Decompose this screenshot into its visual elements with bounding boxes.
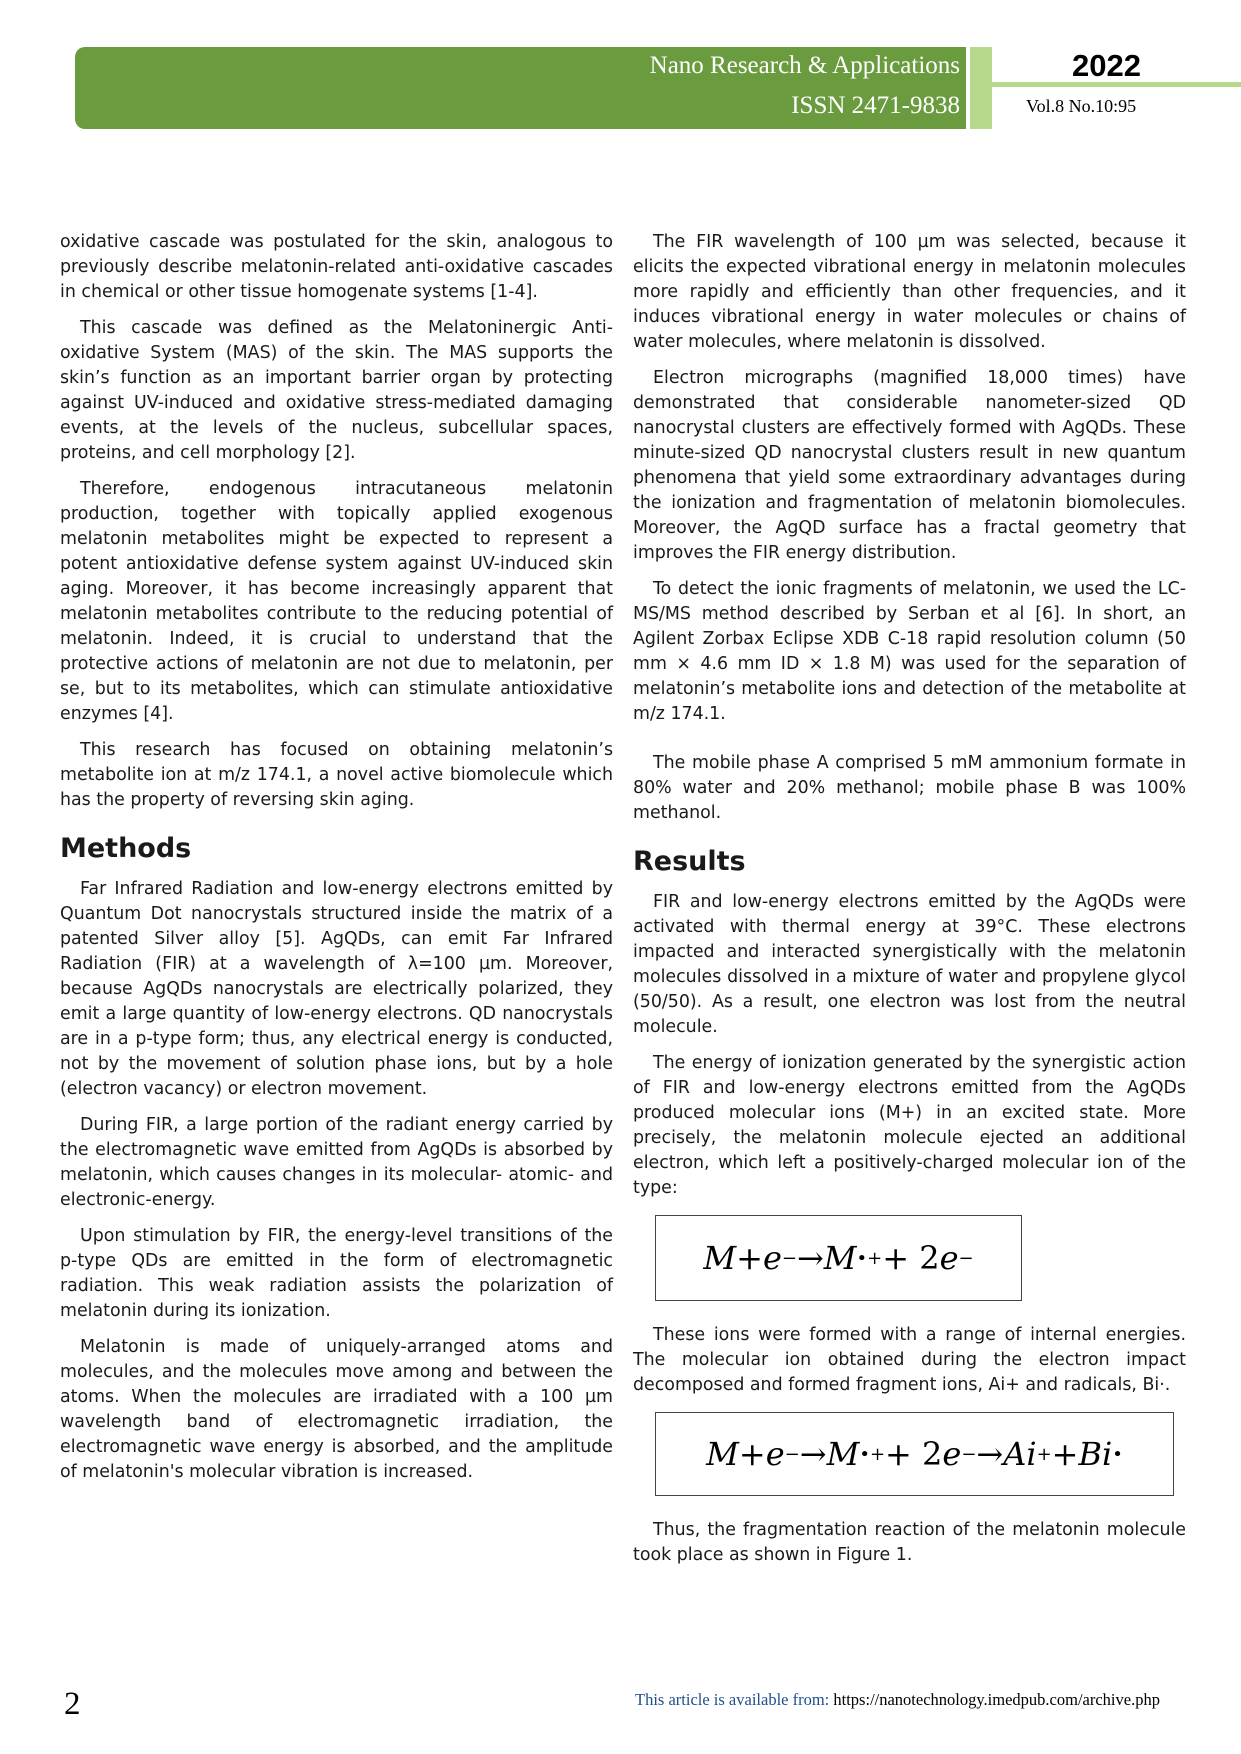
eq-term: Ai	[1003, 1435, 1037, 1473]
paragraph: Melatonin is made of uniquely-arranged atoms and molecules, and the molecules move among and between the atoms. When the molecules are irradiated with a 100 µm wavelength band of electromagnetic irradiation, the electromagnetic wave energy is absorbed, and the amplitude of melatonin's molecular vibration is increased.	[60, 1337, 613, 1482]
eq-term: M	[706, 1435, 739, 1473]
left-column	[60, 230, 613, 1496]
journal-title: Nano Research & Applications	[649, 52, 960, 79]
eq-term: M	[703, 1239, 737, 1277]
eq-term: e	[942, 1435, 962, 1473]
eq-operator: +	[1051, 1435, 1079, 1473]
eq-sup: •	[1112, 1443, 1123, 1465]
eq-sup: −	[781, 1247, 797, 1269]
publication-year: 2022	[1072, 48, 1141, 83]
eq-sup: −	[961, 1443, 977, 1465]
paragraph: Electron micrographs (magnified 18,000 times) have demonstrated that considerable nanometer-sized QD nanocrystal clusters are effectively formed with AgQDs. These minute-sized QD nanocrystal clusters result in new quantum phenomena that yield some extraordinary advantages during the ionization and fragmentation of melatonin biomolecules. Moreover, the AgQD surface has a fractal geometry that improves the FIR energy distribution.	[633, 368, 1186, 563]
eq-arrow: →	[799, 1435, 827, 1473]
paragraph: These ions were formed with a range of internal energies. The molecular ion obtained during the electron impact decomposed and formed fragment ions, Ai+ and radicals, Bi·.	[633, 1325, 1186, 1395]
eq-sup: −	[958, 1247, 974, 1269]
paragraph: Upon stimulation by FIR, the energy-level transitions of the p-type QDs are emitted in the form of electromagnetic radiation. This weak radiation assists the polarization of melatonin during its ionization.	[60, 1226, 613, 1321]
paragraph: FIR and low-energy electrons emitted by the AgQDs were activated with thermal energy at 39°C. These electrons impacted and interacted synergistically with the melatonin molecules dissolved in a mixture of water and propylene glycol (50/50). As a result, one electron was lost from the neutral molecule.	[633, 892, 1186, 1037]
eq-operator: +	[738, 1435, 766, 1473]
methods-heading: Methods	[60, 833, 192, 864]
ionization-equation	[655, 1215, 1022, 1301]
paragraph: To detect the ionic fragments of melatonin, we used the LC-MS/MS method described by Serban et al [6]. In short, an Agilent Zorbax Eclipse XDB C-18 rapid resolution column (50 mm × 4.6 mm ID × 1.8 M) was used for the separation of melatonin’s metabolite ions and detection of the metabolite at m/z 174.1.	[633, 579, 1186, 724]
paragraph: oxidative cascade was postulated for the skin, analogous to previously describe melatonin-related anti-oxidative cascades in chemical or other tissue homogenate systems [1-4].	[60, 232, 613, 302]
eq-sup: •+	[859, 1443, 886, 1465]
results-heading: Results	[633, 846, 746, 877]
paragraph: Thus, the fragmentation reaction of the melatonin molecule took place as shown in Figure 1.	[633, 1520, 1186, 1565]
paragraph: Far Infrared Radiation and low-energy electrons emitted by Quantum Dot nanocrystals structured inside the matrix of a patented Silver alloy [5]. AgQDs, can emit Far Infrared Radiation (FIR) at a wavelength of λ=100 µm. Moreover, because AgQDs nanocrystals are electrically polarized, they emit a large quantity of low-energy electrons. QD nanocrystals are in a p-type form; thus, any electrical energy is conducted, not by the movement of solution phase ions, but by a hole (electron vacancy) or electron movement.	[60, 879, 613, 1099]
paragraph: This cascade was defined as the Melatoninergic Anti-oxidative System (MAS) of the skin. The MAS supports the skin’s function as an important barrier organ by protecting against UV-induced and oxidative stress-mediated damaging events, at the levels of the nucleus, subcellular spaces, proteins, and cell morphology [2].	[60, 318, 613, 463]
eq-term: e	[765, 1435, 785, 1473]
footer-url-link[interactable]: https://nanotechnology.imedpub.com/archive.php	[833, 1690, 1160, 1709]
paragraph: Therefore, endogenous intracutaneous melatonin production, together with topically applied exogenous melatonin metabolites might be expected to represent a potent antioxidative defense system against UV-induced skin aging. Moreover, it has become increasingly apparent that melatonin metabolites contribute to the reducing potential of melatonin. Indeed, it is crucial to understand that the protective actions of melatonin are not due to melatonin, per se, but to its metabolites, which can stimulate antioxidative enzymes [4].	[60, 479, 613, 724]
eq-arrow: →	[796, 1239, 824, 1277]
paragraph: The mobile phase A comprised 5 mM ammonium formate in 80% water and 20% methanol; mobile phase B was 100% methanol.	[633, 753, 1186, 823]
eq-operator: + 2	[882, 1239, 940, 1277]
volume-issue: Vol.8 No.10:95	[1026, 96, 1137, 116]
page-number: 2	[64, 1686, 81, 1722]
eq-term: M	[826, 1435, 860, 1473]
eq-arrow: →	[976, 1435, 1004, 1473]
eq-sup: •+	[856, 1247, 883, 1269]
eq-term: e	[762, 1239, 782, 1277]
eq-operator: + 2	[885, 1435, 943, 1473]
fragmentation-equation	[655, 1412, 1174, 1496]
journal-issn: ISSN 2471-9838	[791, 92, 960, 119]
eq-term: Bi	[1078, 1435, 1113, 1473]
footer-availability	[635, 1690, 1160, 1710]
header-accent-block	[970, 47, 992, 129]
eq-term: M	[823, 1239, 857, 1277]
eq-sup: −	[784, 1443, 800, 1465]
paragraph: During FIR, a large portion of the radiant energy carried by the electromagnetic wave emitted from AgQDs is absorbed by melatonin, which causes changes in its molecular- atomic- and electronic-energy.	[60, 1115, 613, 1210]
right-column	[633, 230, 1186, 1579]
paragraph: The FIR wavelength of 100 µm was selected, because it elicits the expected vibrational energy in melatonin molecules more rapidly and efficiently than other frequencies, and it induces vibrational energy in water molecules or chains of water molecules, where melatonin is dissolved.	[633, 232, 1186, 352]
eq-operator: +	[736, 1239, 763, 1277]
paragraph: This research has focused on obtaining melatonin’s metabolite ion at m/z 174.1, a novel active biomolecule which has the property of reversing skin aging.	[60, 740, 613, 810]
paragraph: The energy of ionization generated by the synergistic action of FIR and low-energy electrons emitted from the AgQDs produced molecular ions (M+) in an excited state. More precisely, the melatonin molecule ejected an additional electron, which left a positively-charged molecular ion of the type:	[633, 1053, 1186, 1198]
eq-sup: +	[1036, 1443, 1052, 1465]
footer-lead-text: This article is available from:	[635, 1690, 834, 1709]
eq-term: e	[939, 1239, 959, 1277]
